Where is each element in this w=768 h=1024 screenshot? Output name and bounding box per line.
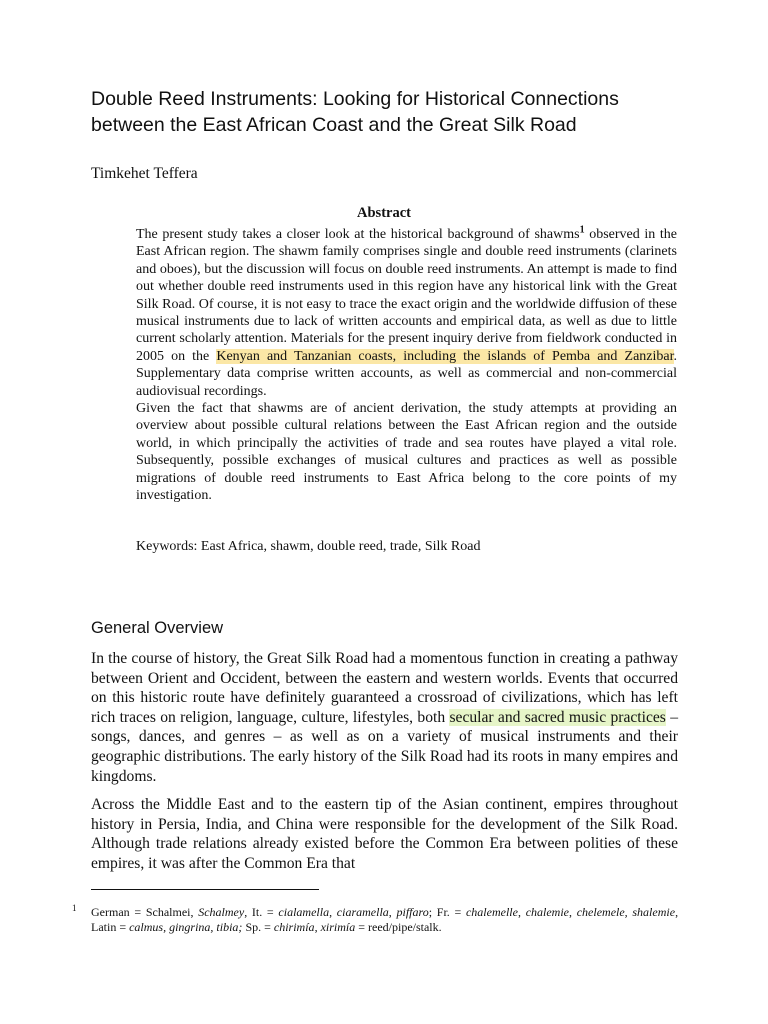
footnote-part: , [329,905,337,919]
paper-title: Double Reed Instruments: Looking for Historical Connections between the East African Coast and the Great Silk Road [91,88,619,136]
abstract-text: . Supplementary data comprise written accounts, as well as commercial and non-commercial audiovisual recordings. [136,348,677,399]
footnote-text [91,905,678,935]
footnote-part: ; Fr. = [428,905,466,919]
footnote-term: chirimía [273,920,315,934]
footnote-part: , Latin = [91,905,679,934]
footnote-divider [91,889,319,890]
footnote-term: cialamella [278,905,330,919]
abstract-text: observed in the East African region. The shawm family comprises single and double reed instruments (clarinets and oboes), but the discussion will focus on double reed instruments. An attempt is made to find out whether double reed instruments used in this region have any historical link with the Great Silk Road. Of course, it is not easy to trace the exact origin and the worldwide diffusion of these musical instruments due to lack of written accounts and empirical data, as well as due to little current scholarly attention. Materials for the present inquiry derive from fieldwork conducted in 2005 on the [136,227,678,364]
footnote-term: ciaramella [336,905,389,919]
keywords-line: Keywords: East Africa, shawm, double reed, trade, Silk Road [136,539,481,554]
abstract-paragraph-1 [136,226,677,400]
footnote-part: , It. = [244,905,279,919]
abstract-heading: Abstract [357,205,411,221]
footnote-part: , [569,905,577,919]
author-name: Timkehet Teffera [91,165,198,182]
footnote-part: , [388,905,397,919]
body-text: – songs, dances, and genres – as well as on a variety of musical instruments and their geographic distributions. The early history of the Silk Road had its roots in many empires and kingdoms. [91,708,679,785]
footnote-part: , [517,905,526,919]
abstract-paragraph-2: Given the fact that shawms are of ancient derivation, the study attempts at providing an overview about possible cultural relations between the East African region and the outside world, in which principally the activities of trade and sea routes have played a vital role. Subsequently, possible exchanges of musical cultures and practices as well as possible migrations of double reed instruments to East Africa belong to the core points of my investigation. [136,401,677,504]
footnote-part: Sp. = [242,920,274,934]
section-body [91,649,678,883]
body-paragraph-1 [91,649,678,786]
footnote-part: = reed/pipe/stalk. [355,920,442,934]
footnote-term: chalemie [525,905,569,919]
footnote-term: chalemelle [465,905,518,919]
footnote-term: chelemele, shalemie [576,905,676,919]
body-text: In the course of history, the Great Silk Road had a momentous function in creating a pathway between Orient and Occident, between the eastern and western worlds. Events that occurred on this historic route have definitely guaranteed a crossroad of civilizations, which has left rich traces on religion, language, culture, lifestyles, both [91,650,678,726]
footnote-reference[interactable]: 1 [579,224,585,236]
footnote-number: 1 [72,903,77,913]
abstract-body [136,226,677,505]
highlighted-text: Kenyan and Tanzanian coasts, including the islands of Pemba and Zanzibar [216,348,674,364]
footnote-term: calmus, gingrina, tibia; [129,920,243,934]
footnote-term: piffaro [396,905,429,919]
footnote-term: Schalmey [198,905,245,919]
section-heading: General Overview [91,619,224,637]
abstract-text: The present study takes a closer look at the historical background of shawms [136,227,580,242]
footnote-term: xirimía [320,920,356,934]
footnote-part: , [314,920,321,934]
body-paragraph-2: Across the Middle East and to the eastern tip of the Asian continent, empires throughout history in Persia, India, and China were responsible for the development of the Silk Road. Although trade relations already existed before the Common Era between polities of these empires, it was after the Common Era that [91,796,678,872]
footnote-part: German = Schalmei, [91,905,199,919]
highlighted-text: secular and sacred music practices [449,708,666,726]
